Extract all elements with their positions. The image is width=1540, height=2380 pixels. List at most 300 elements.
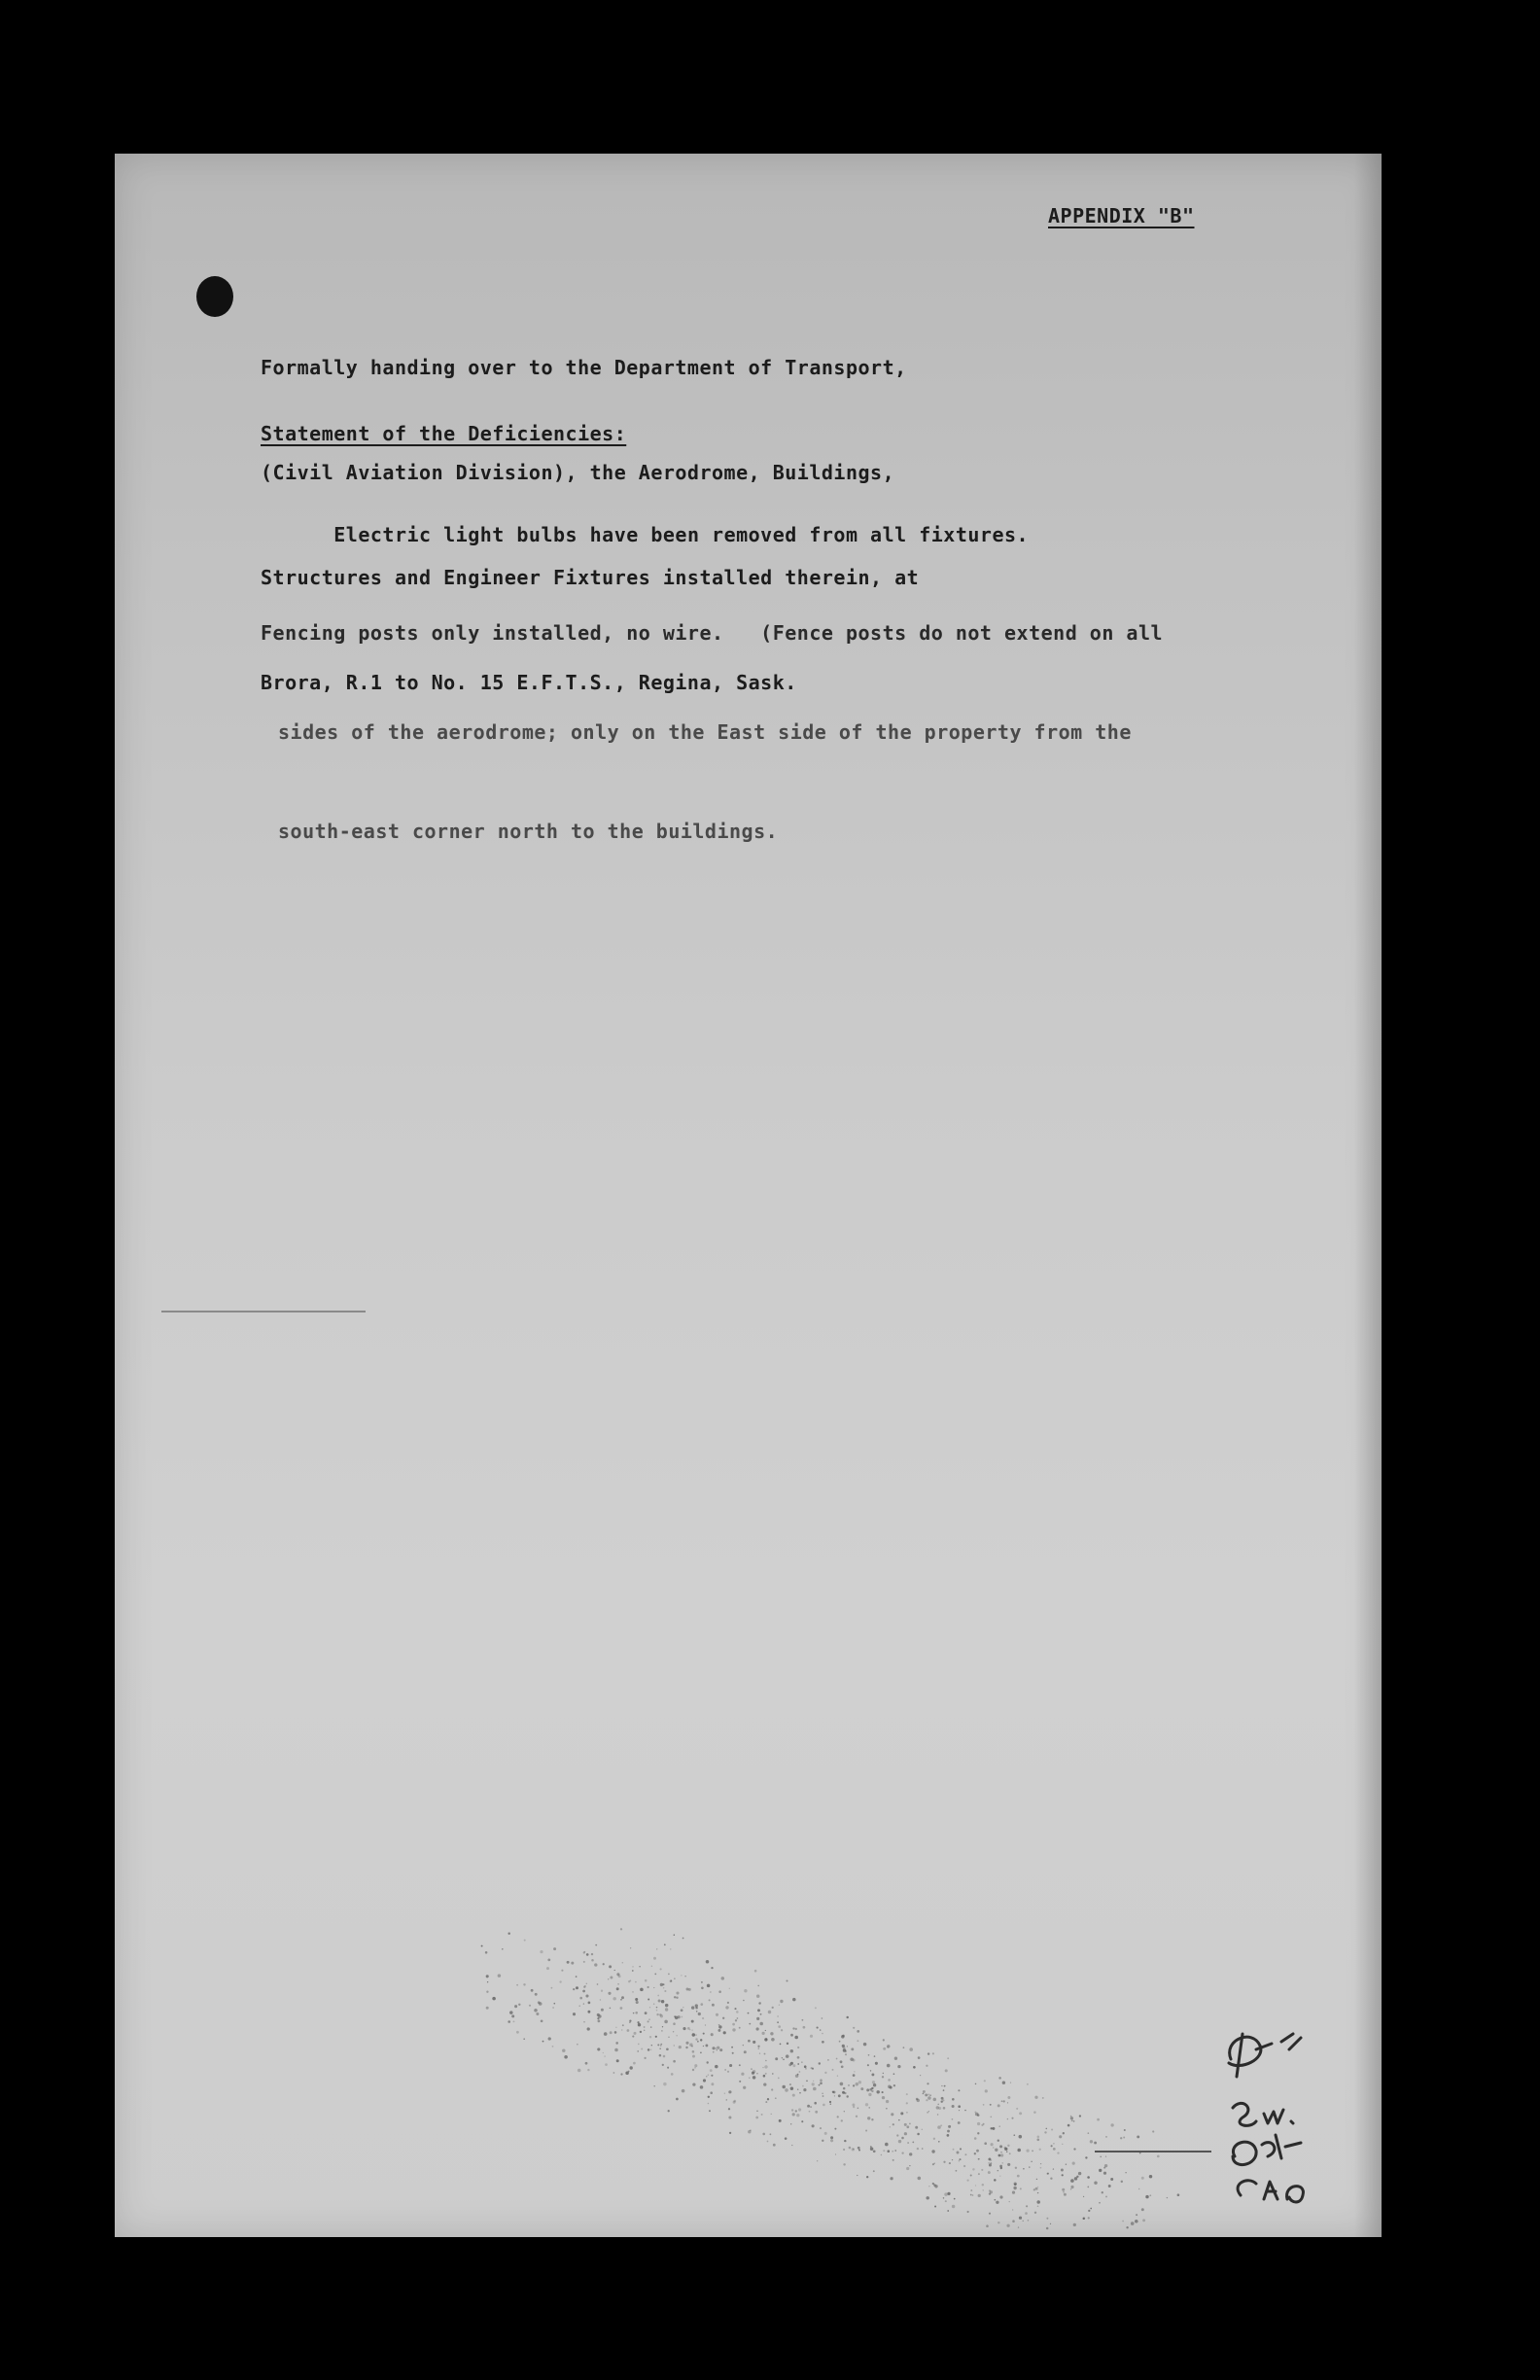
noise-speck <box>755 2117 758 2119</box>
noise-speck <box>673 2031 674 2032</box>
noise-speck <box>648 2020 649 2022</box>
noise-speck <box>765 2101 767 2103</box>
noise-speck <box>591 1959 594 1962</box>
noise-speck <box>863 2043 867 2047</box>
noise-speck <box>779 2005 780 2006</box>
noise-speck <box>614 2031 617 2034</box>
noise-speck <box>903 2047 905 2048</box>
noise-speck <box>792 2064 795 2067</box>
noise-speck <box>653 1957 656 1960</box>
noise-speck <box>729 2064 732 2067</box>
margin-rule <box>161 1311 366 1312</box>
noise-speck <box>975 2083 977 2085</box>
noise-speck <box>943 2089 945 2091</box>
noise-speck <box>587 2011 590 2013</box>
noise-speck <box>621 1996 624 1999</box>
noise-speck <box>887 2064 891 2068</box>
noise-speck <box>790 2086 793 2089</box>
noise-speck <box>615 2027 616 2028</box>
noise-speck <box>1026 2205 1028 2207</box>
noise-speck <box>865 2129 867 2131</box>
noise-speck <box>703 2033 705 2035</box>
noise-speck <box>834 2128 836 2130</box>
noise-speck <box>868 2054 870 2056</box>
noise-speck <box>832 2091 834 2093</box>
noise-speck <box>991 2143 994 2146</box>
noise-speck <box>692 2069 694 2071</box>
noise-speck <box>906 2093 908 2095</box>
noise-speck <box>866 2176 868 2178</box>
noise-speck <box>767 2098 769 2100</box>
noise-speck <box>684 1976 685 1977</box>
noise-speck <box>1085 2156 1087 2158</box>
noise-speck <box>1044 2131 1046 2133</box>
noise-speck <box>673 2060 676 2063</box>
noise-speck <box>1149 2175 1152 2178</box>
noise-speck <box>977 2132 979 2134</box>
noise-speck <box>668 2110 670 2112</box>
noise-speck <box>820 2127 822 2129</box>
noise-speck <box>1064 2193 1067 2196</box>
noise-speck <box>781 2029 783 2031</box>
noise-speck <box>770 2133 772 2135</box>
noise-speck <box>640 2031 642 2033</box>
noise-speck <box>909 2165 910 2166</box>
noise-speck <box>752 2041 755 2044</box>
noise-speck <box>1061 2169 1064 2172</box>
noise-speck <box>660 1968 662 1970</box>
noise-speck <box>1040 2167 1042 2169</box>
noise-speck <box>764 2065 767 2068</box>
noise-speck <box>900 2112 903 2115</box>
noise-speck <box>918 2177 922 2181</box>
noise-speck <box>735 2019 737 2021</box>
noise-speck <box>676 1991 679 1994</box>
noise-speck <box>567 1961 570 1964</box>
noise-speck <box>1000 2153 1003 2156</box>
noise-speck <box>786 2054 789 2058</box>
noise-speck <box>892 2151 893 2152</box>
noise-speck <box>1062 2144 1063 2145</box>
noise-speck <box>840 2082 844 2086</box>
noise-speck <box>765 2073 767 2075</box>
noise-speck <box>886 2108 887 2109</box>
noise-speck <box>651 2045 652 2046</box>
noise-speck <box>867 2064 869 2066</box>
noise-speck <box>772 2073 774 2075</box>
noise-speck <box>1047 2173 1049 2175</box>
noise-speck <box>502 1948 504 1950</box>
noise-speck <box>1088 2217 1090 2219</box>
noise-speck <box>1104 2164 1107 2167</box>
noise-speck <box>723 2031 726 2034</box>
noise-speck <box>915 2126 918 2129</box>
noise-speck <box>529 2005 531 2007</box>
noise-speck <box>638 2023 641 2026</box>
noise-speck <box>703 2046 704 2047</box>
noise-speck <box>481 1945 483 1947</box>
noise-speck <box>1124 2129 1126 2131</box>
noise-speck <box>1105 2155 1106 2156</box>
noise-speck <box>813 2087 817 2091</box>
noise-speck <box>605 2063 608 2066</box>
noise-speck <box>852 2148 855 2151</box>
noise-speck <box>601 1990 603 1992</box>
noise-speck <box>681 1975 682 1976</box>
noise-speck <box>653 2085 654 2086</box>
noise-speck <box>542 2041 544 2043</box>
noise-speck <box>674 2045 675 2046</box>
noise-speck <box>842 2045 845 2048</box>
noise-speck <box>689 2043 692 2046</box>
noise-speck <box>703 2079 706 2082</box>
noise-speck <box>873 2150 876 2152</box>
noise-speck <box>988 2162 989 2163</box>
noise-speck <box>597 1983 599 1985</box>
noise-speck <box>727 2071 729 2073</box>
noise-speck <box>832 2069 834 2071</box>
noise-speck <box>615 2042 618 2045</box>
noise-speck <box>813 2081 814 2082</box>
noise-speck <box>787 2043 788 2045</box>
noise-speck <box>885 2143 889 2147</box>
noise-speck <box>989 2213 991 2215</box>
noise-speck <box>761 2114 763 2116</box>
noise-speck <box>617 1983 619 1985</box>
noise-speck <box>700 2051 702 2053</box>
noise-speck <box>1042 2097 1044 2099</box>
noise-speck <box>691 2020 694 2023</box>
noise-speck <box>655 2036 657 2038</box>
noise-speck <box>975 2185 976 2186</box>
noise-speck <box>513 2021 515 2023</box>
noise-speck <box>741 2073 744 2076</box>
noise-speck <box>792 2094 795 2097</box>
noise-speck <box>829 2101 831 2103</box>
noise-speck <box>869 2088 872 2091</box>
noise-speck <box>852 2104 855 2107</box>
noise-speck <box>743 2000 745 2002</box>
noise-speck <box>920 2075 921 2076</box>
noise-speck <box>1152 2130 1154 2132</box>
noise-speck <box>635 1998 638 2001</box>
noise-speck <box>1137 2135 1139 2138</box>
appendix-label: APPENDIX "B" <box>1048 204 1195 228</box>
noise-speck <box>928 2186 929 2187</box>
noise-speck <box>765 2060 766 2061</box>
noise-speck <box>929 2094 931 2096</box>
noise-speck <box>758 2003 760 2005</box>
noise-speck <box>799 2071 801 2073</box>
noise-speck <box>797 2056 800 2059</box>
noise-speck <box>846 2016 848 2018</box>
noise-speck <box>901 2152 903 2153</box>
subject-line: (Civil Aviation Division), the Aerodrome, Buildings, <box>261 461 895 484</box>
noise-speck <box>749 2023 751 2025</box>
noise-speck <box>694 2064 697 2067</box>
noise-speck <box>802 2085 804 2087</box>
noise-speck <box>904 2123 907 2126</box>
noise-speck <box>1046 2218 1048 2220</box>
noise-speck <box>805 2068 807 2070</box>
noise-speck <box>702 2017 704 2019</box>
noise-speck <box>650 2026 651 2027</box>
noise-speck <box>1097 2118 1100 2121</box>
noise-speck <box>1068 2124 1070 2127</box>
noise-speck <box>757 2046 759 2048</box>
noise-speck <box>843 2048 847 2052</box>
noise-speck <box>937 2114 938 2115</box>
noise-speck <box>523 1983 525 1985</box>
noise-speck <box>668 2036 670 2038</box>
noise-speck <box>636 2001 639 2004</box>
noise-speck <box>620 2073 622 2075</box>
noise-speck <box>651 1966 652 1967</box>
noise-speck <box>1142 2219 1145 2222</box>
noise-speck <box>711 2075 713 2077</box>
noise-speck <box>1007 2096 1010 2099</box>
noise-speck <box>552 2046 554 2048</box>
noise-speck <box>897 2065 900 2068</box>
noise-speck <box>858 2149 860 2151</box>
noise-speck <box>756 2111 757 2112</box>
noise-speck <box>583 2003 584 2004</box>
noise-speck <box>633 2062 636 2065</box>
noise-speck <box>685 2042 688 2045</box>
noise-speck <box>801 2120 803 2122</box>
noise-speck <box>1083 2218 1085 2220</box>
noise-speck <box>867 2117 870 2119</box>
noise-speck <box>648 1986 649 1988</box>
noise-speck <box>990 2116 992 2118</box>
noise-speck <box>1094 2142 1097 2145</box>
noise-speck <box>759 2052 760 2053</box>
noise-speck <box>594 1963 597 1966</box>
noise-speck <box>1035 2188 1038 2190</box>
noise-speck <box>621 2029 622 2030</box>
noise-speck <box>518 2004 520 2006</box>
noise-speck <box>1071 2119 1073 2121</box>
noise-speck <box>597 2013 600 2016</box>
noise-speck <box>724 2092 725 2093</box>
noise-speck <box>663 1983 665 1985</box>
noise-speck <box>896 2134 898 2136</box>
noise-speck <box>952 2098 955 2101</box>
noise-speck <box>1002 2162 1003 2163</box>
noise-speck <box>890 2086 892 2089</box>
noise-speck <box>960 2148 962 2150</box>
noise-speck <box>597 2048 600 2050</box>
noise-speck <box>871 2118 873 2120</box>
noise-speck <box>728 2116 731 2118</box>
noise-speck <box>780 2044 782 2046</box>
noise-speck <box>822 2041 824 2044</box>
noise-speck <box>837 2075 838 2076</box>
noise-speck <box>983 2189 984 2190</box>
noise-speck <box>707 1984 711 1988</box>
noise-speck <box>794 2036 798 2040</box>
noise-speck <box>552 2007 554 2009</box>
noise-speck <box>771 2088 773 2090</box>
noise-speck <box>843 2087 846 2090</box>
noise-speck <box>670 1948 671 1949</box>
noise-speck <box>922 2148 924 2150</box>
noise-speck <box>898 2119 900 2121</box>
noise-speck <box>937 2125 941 2129</box>
noise-speck <box>598 2019 601 2022</box>
noise-speck <box>765 2030 766 2031</box>
noise-speck <box>644 2057 646 2059</box>
noise-speck <box>632 1991 634 1993</box>
noise-speck <box>927 2112 928 2113</box>
noise-speck <box>1135 2220 1138 2223</box>
noise-speck <box>782 2085 785 2088</box>
noise-speck <box>682 2007 683 2008</box>
noise-speck <box>692 2050 695 2053</box>
noise-speck <box>1088 2210 1090 2212</box>
noise-speck <box>662 2064 664 2066</box>
noise-speck <box>732 2023 735 2026</box>
noise-speck <box>635 1981 637 1983</box>
noise-speck <box>536 2012 539 2015</box>
noise-speck <box>765 2038 767 2040</box>
noise-speck <box>1026 2149 1029 2152</box>
noise-speck <box>1028 2220 1030 2222</box>
noise-speck <box>587 2069 589 2071</box>
noise-speck <box>932 2163 934 2165</box>
noise-speck <box>1139 2152 1141 2154</box>
noise-speck <box>708 2074 710 2076</box>
noise-speck <box>658 2000 661 2003</box>
noise-speck <box>709 2110 711 2112</box>
noise-speck <box>926 2196 928 2199</box>
handwritten-initials <box>1213 2020 1359 2215</box>
noise-speck <box>819 2062 821 2064</box>
noise-speck <box>586 1983 587 1984</box>
noise-speck <box>952 2159 953 2160</box>
noise-speck <box>981 2169 983 2171</box>
noise-speck <box>887 2047 888 2048</box>
noise-speck <box>728 2108 730 2110</box>
noise-speck <box>856 2082 858 2085</box>
noise-speck <box>701 1987 704 1990</box>
noise-speck <box>819 2084 821 2086</box>
noise-speck <box>1105 2136 1107 2138</box>
noise-speck <box>711 2082 714 2085</box>
noise-speck <box>868 2107 870 2109</box>
noise-speck <box>773 2144 776 2147</box>
noise-speck <box>1070 2179 1074 2183</box>
noise-speck <box>705 2044 708 2047</box>
noise-speck <box>1053 2143 1055 2145</box>
noise-speck <box>994 2179 997 2182</box>
noise-speck <box>933 2098 937 2102</box>
noise-speck <box>1037 2136 1040 2139</box>
noise-speck <box>760 2013 762 2015</box>
noise-speck <box>786 1979 788 1981</box>
noise-speck <box>588 2002 591 2005</box>
noise-speck <box>709 1999 711 2001</box>
noise-speck <box>882 2091 884 2093</box>
noise-speck <box>768 2011 771 2013</box>
noise-speck <box>595 1944 597 1946</box>
noise-speck <box>959 2160 960 2161</box>
noise-speck <box>485 1951 488 1954</box>
noise-speck <box>873 2170 875 2172</box>
noise-speck <box>888 2079 891 2082</box>
noise-speck <box>791 2109 793 2111</box>
noise-speck <box>498 1974 502 1978</box>
noise-speck <box>790 2034 793 2037</box>
subject-line: Formally handing over to the Department of Transport, <box>261 356 907 379</box>
noise-speck <box>562 2048 565 2051</box>
noise-speck <box>614 2048 618 2052</box>
noise-speck <box>883 2039 885 2041</box>
noise-speck <box>966 2179 968 2181</box>
noise-speck <box>665 2008 668 2011</box>
noise-speck <box>801 2061 802 2062</box>
noise-speck <box>1046 2128 1048 2130</box>
noise-speck <box>761 2032 764 2035</box>
noise-speck <box>1062 2188 1065 2191</box>
noise-speck <box>779 2119 782 2122</box>
noise-speck <box>972 2168 974 2170</box>
noise-speck <box>767 2141 769 2143</box>
noise-speck <box>531 1989 534 1992</box>
noise-speck <box>653 1987 654 1988</box>
noise-speck <box>667 2067 669 2069</box>
noise-speck <box>756 1994 759 1997</box>
noise-speck <box>947 2192 950 2195</box>
noise-speck <box>656 1948 657 1949</box>
signature-rule <box>1095 2151 1211 2152</box>
noise-speck <box>630 1979 632 1981</box>
noise-speck <box>953 2149 955 2151</box>
noise-speck <box>614 1970 615 1971</box>
noise-speck <box>941 2085 942 2086</box>
noise-speck <box>1002 2081 1005 2083</box>
noise-speck <box>964 2153 966 2155</box>
noise-speck <box>938 2141 940 2143</box>
noise-speck <box>648 2018 650 2020</box>
noise-speck <box>584 1985 586 1987</box>
noise-speck <box>944 2192 947 2195</box>
noise-speck <box>1046 2227 1049 2230</box>
noise-speck <box>798 2108 801 2111</box>
noise-speck <box>881 2154 882 2155</box>
noise-speck <box>967 2211 969 2213</box>
noise-speck <box>540 1950 542 1953</box>
noise-speck <box>844 2092 846 2094</box>
noise-speck <box>610 2031 612 2034</box>
noise-speck <box>681 2009 683 2012</box>
noise-speck <box>663 1987 665 1989</box>
noise-speck <box>841 2065 844 2068</box>
noise-speck <box>762 2133 765 2136</box>
noise-speck <box>824 2132 827 2135</box>
noise-speck <box>728 2090 731 2093</box>
noise-speck <box>700 2085 704 2089</box>
noise-speck <box>750 2130 751 2131</box>
noise-speck <box>664 2020 668 2024</box>
noise-speck <box>985 2089 988 2092</box>
noise-speck <box>870 2070 871 2071</box>
noise-speck <box>653 2003 654 2004</box>
noise-speck <box>710 1991 711 1992</box>
noise-speck <box>1019 2217 1022 2220</box>
noise-speck <box>625 2072 629 2076</box>
noise-speck <box>1012 2209 1013 2210</box>
